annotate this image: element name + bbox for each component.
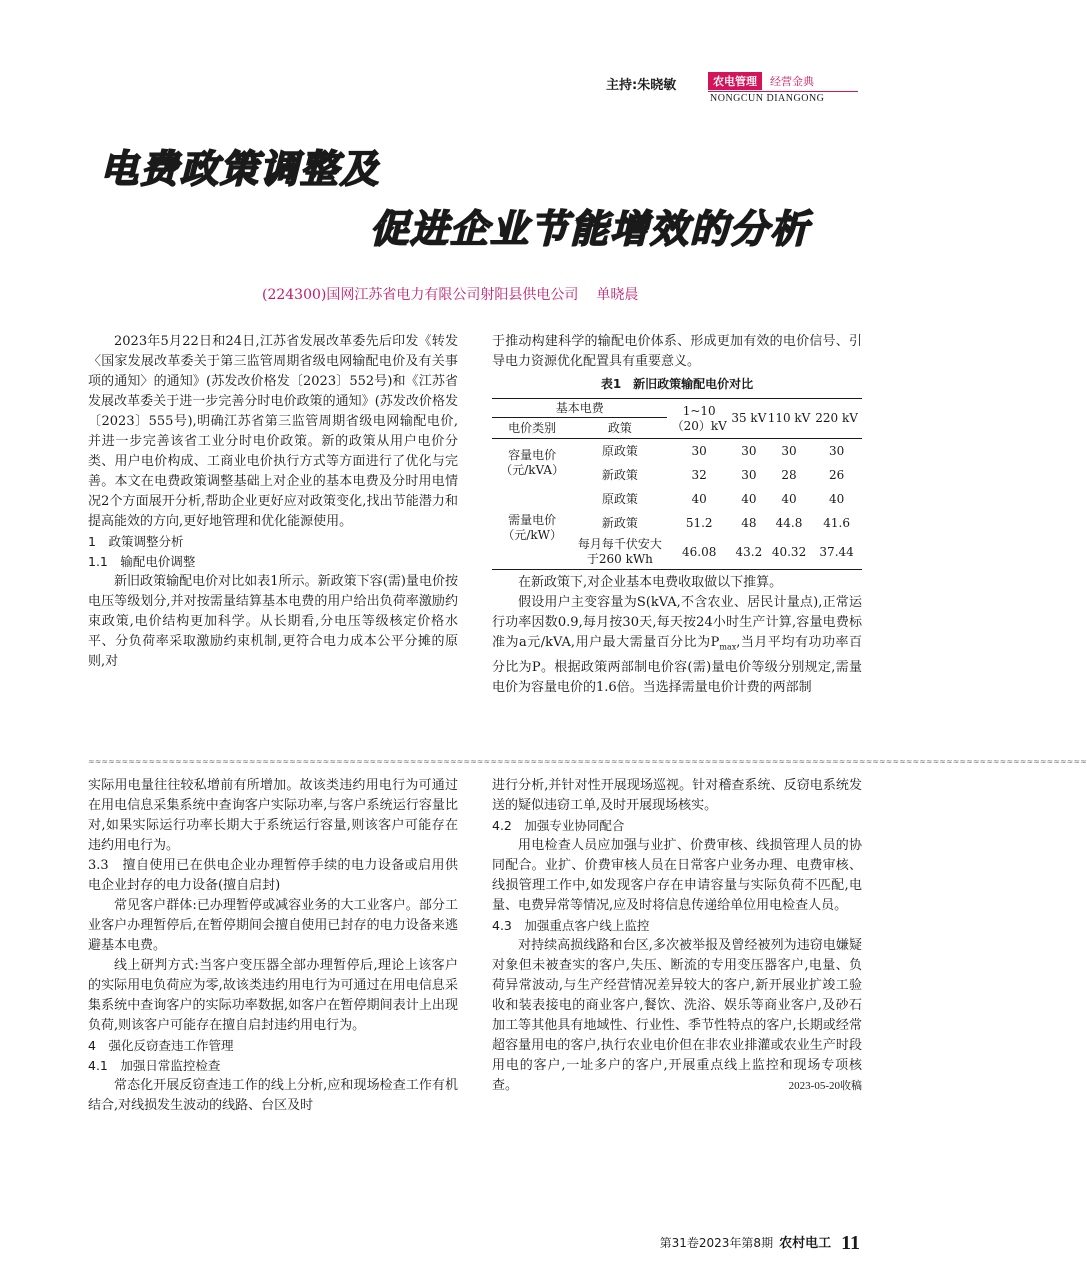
received-date: 2023-05-20收稿 (788, 1080, 862, 1092)
byline (262, 284, 656, 304)
table-cell: 30 (691, 443, 707, 458)
table-cell-policy: 每月每千伏安大于260 kWh (572, 535, 667, 570)
paragraph: 常态化开展反窃查违工作的线上分析,应和现场检查工作有机结合,对线损发生波动的线路、台区及时 (88, 1078, 458, 1113)
table-cell: 40.32 (767, 535, 811, 570)
subsection-heading: 4.3 加强重点客户线上监控 (492, 918, 650, 933)
table-cell: 30 (741, 443, 757, 458)
paragraph: 常见客户群体:已办理暂停或减容业务的大工业客户。部分工业客户办理暂停后,在暂停期间会擅自使用已封存的电力设备来逃避基本电费。 (88, 898, 458, 953)
page-footer (660, 1232, 860, 1255)
table-header-voltage: 35 kV (731, 399, 767, 439)
page-number: 11 (841, 1232, 860, 1254)
table-cell-policy: 原政策 (601, 491, 638, 506)
table-category-capacity: 容量电价（元/kVA） (500, 448, 565, 477)
paragraph: 实际用电量往往较私增前有所增加。故该类违约用电行为可通过在用电信息采集系统中查询客户实际功率,与客户系统运行容量比对,如果实际运行功率长期大于系统运行容量,则该客户可能存在违约用电行为。 (88, 778, 458, 853)
header-rule (708, 91, 858, 92)
table-cell: 41.6 (823, 515, 850, 530)
paragraph: 用电检查人员应加强与业扩、价费审核、线损管理人员的协同配合。业扩、价费审核人员在日常客户业务办理、电费审核、线损管理工作中,如发现客户存在申请容量与实际负荷不匹配,电量、电费异常等情况,应及时将信息传递给单位用电检查人员。 (492, 838, 862, 913)
author-name: 单晓晨 (596, 287, 639, 303)
table-header-policy: 政策 (572, 418, 667, 439)
author-affiliation: (224300)国网江苏省电力有限公司射阳县供电公司 (262, 287, 579, 303)
column-top-right (492, 332, 862, 698)
table-cell: 40 (691, 491, 707, 506)
column-host: 主持:朱晓敏 (606, 78, 677, 93)
subsection-heading: 3.3 擅自使用已在供电企业办理暂停手续的电力设备或启用供电企业封存的电力设备(擅自启封) (88, 858, 458, 893)
table-cell: 26 (828, 467, 845, 482)
column-bottom-right (492, 776, 862, 1096)
subsection-heading: 4.1 加强日常监控检查 (88, 1058, 221, 1073)
table-cell: 46.08 (667, 535, 730, 570)
table-header-voltage: 1~10（20）kV (667, 399, 730, 439)
issue-info: 第31卷2023年第8期 (659, 1236, 774, 1250)
table-cell: 40 (741, 491, 757, 506)
table-cell-policy: 新政策 (601, 515, 638, 530)
column-tag: 农电管理 (708, 72, 762, 90)
table-cell-policy: 原政策 (601, 443, 638, 458)
tariff-table (492, 398, 862, 570)
column-header (708, 70, 858, 104)
table-cell: 30 (828, 443, 845, 458)
table-cell: 48 (741, 515, 757, 530)
paragraph: 线上研判方式:当客户变压器全部办理暂停后,理论上该客户的实际用电负荷应为零,故该类违约用电行为可通过在用电信息采集系统中查询客户的实际功率数据,如客户在暂停期间表计上出现负荷,则该客户可能存在擅自启封违约用电行为。 (88, 958, 458, 1033)
subscript: max (719, 642, 737, 652)
table-cell: 51.2 (685, 515, 713, 530)
table-cell: 32 (691, 467, 707, 482)
article-title-line2: 促进企业节能增效的分析 (370, 207, 811, 251)
column-top-left (88, 332, 458, 672)
table-cell-policy: 新政策 (601, 467, 638, 482)
table-category-demand: 需量电价（元/kW） (492, 487, 572, 570)
table-header-voltage: 220 kV (811, 399, 862, 439)
magazine-name-en: NONGCUN DIANGONG (710, 93, 825, 104)
section-divider: ≈≈≈≈≈≈≈≈≈≈≈≈≈≈≈≈≈≈≈≈≈≈≈≈≈≈≈≈≈≈≈≈≈≈≈≈≈≈≈≈≈≈≈≈≈≈≈≈≈≈≈≈≈≈≈≈≈≈≈≈≈≈≈≈≈≈≈≈≈≈≈≈≈≈≈≈≈≈≈≈≈≈≈≈≈≈≈≈≈≈≈≈≈≈≈≈≈≈≈≈≈≈≈≈≈≈≈≈≈≈≈≈≈≈≈≈≈≈≈≈≈≈≈≈≈≈≈≈≈≈≈≈≈≈≈≈≈≈≈≈≈≈≈≈≈≈≈≈≈ (88, 757, 1087, 766)
paragraph: 新旧政策输配电价对比如表1所示。新政策下容(需)量电价按电压等级划分,并对按需量结算基本电费的用户给出负荷率激励约束政策,电价结构更加科学。从长期看,分电压等级核定价格水平、分负荷率采取激励约束机制,更符合电力成本公平分摊的原则,对 (88, 574, 458, 669)
paragraph: 进行分析,并针对性开展现场巡视。针对稽查系统、反窃电系统发送的疑似违窃工单,及时开展现场核实。 (492, 778, 862, 813)
paragraph: 在新政策下,对企业基本电费收取做以下推算。 (518, 575, 783, 590)
table-header-type: 电价类别 (492, 418, 572, 439)
table-cell: 37.44 (811, 535, 862, 570)
article-title-line1: 电费政策调整及 (100, 147, 381, 191)
subsection-heading: 1.1 输配电价调整 (88, 554, 196, 569)
subsection-heading: 4.2 加强专业协同配合 (492, 818, 625, 833)
paragraph: 2023年5月22日和24日,江苏省发展改革委先后印发《转发〈国家发展改革委关于第三监管周期省级电网输配电价及有关事项的通知〉的通知》(苏发改价格发〔2023〕552号)和《江苏省发展改革委关于进一步完善分时电价政策的通知》(苏发改价格发〔2023〕555号),明确江苏省第三监管周期省级电网输配电价,并进一步完善该省工业分时电价政策。新的政策从用户电价分类、用户电价构成、工商业电价执行方式等方面进行了优化与完善。本文在电费政策调整基础上对企业的基本电费及分时用电情况2个方面展开分析,帮助企业更好应对政策变化,找出节能潜力和提高能效的方向,更好地管理和优化能源使用。 (88, 334, 458, 529)
column-bottom-left (88, 776, 458, 1116)
table-header-basic: 基本电费 (492, 399, 667, 418)
table-cell: 43.2 (731, 535, 767, 570)
paragraph-text: 假设用户主变容量为S(kVA,不含农业、居民计量点),正常运行功率因数0.9,每月按30天,每天按24小时生产计算,容量电费标准为a元/kVA,用户最大需量百分比为P (492, 595, 862, 650)
table-cell: 40 (828, 491, 845, 506)
table-cell: 28 (781, 467, 797, 482)
table-header-voltage: 110 kV (767, 399, 811, 439)
journal-name: 农村电工 (779, 1236, 832, 1251)
table-cell: 44.8 (775, 515, 803, 530)
table-cell: 40 (781, 491, 797, 506)
section-heading: 4 强化反窃查违工作管理 (88, 1038, 234, 1053)
table-cell: 30 (781, 443, 797, 458)
paragraph-text: ,当月平均有功功率百分比为P。根据政策两部制电价容(需)量电价等级分别规定,需量电价为容量电价的1.6倍。当选择需量电价计费的两部制 (492, 635, 862, 695)
paragraph (492, 593, 862, 698)
paragraph-text: 对持续高损线路和台区,多次被举报及曾经被列为违窃电嫌疑对象但未被查实的客户,失压、断流的专用变压器客户,电量、负荷异常波动,与生产经营情况差异较大的客户,新开展业扩竣工验收和装表接电的商业客户,餐饮、洗浴、娱乐等商业客户,及砂石加工等其他具有地域性、行业性、季节性特点的客户,长期或经常超容量用电的客户,执行农业电价但在非农业排灌或农业生产时段用电的客户,一址多户的客户,开展重点线上监控和现场专项核查。 (492, 938, 862, 1093)
section-heading: 1 政策调整分析 (88, 534, 184, 549)
table-cell: 30 (741, 467, 757, 482)
paragraph (492, 936, 862, 1096)
paragraph: 于推动构建科学的输配电价体系、形成更加有效的电价信号、引导电力资源优化配置具有重要意义。 (492, 334, 862, 369)
column-subtag: 经营金典 (770, 75, 814, 88)
table-caption: 表1 新旧政策输配电价对比 (600, 377, 754, 391)
